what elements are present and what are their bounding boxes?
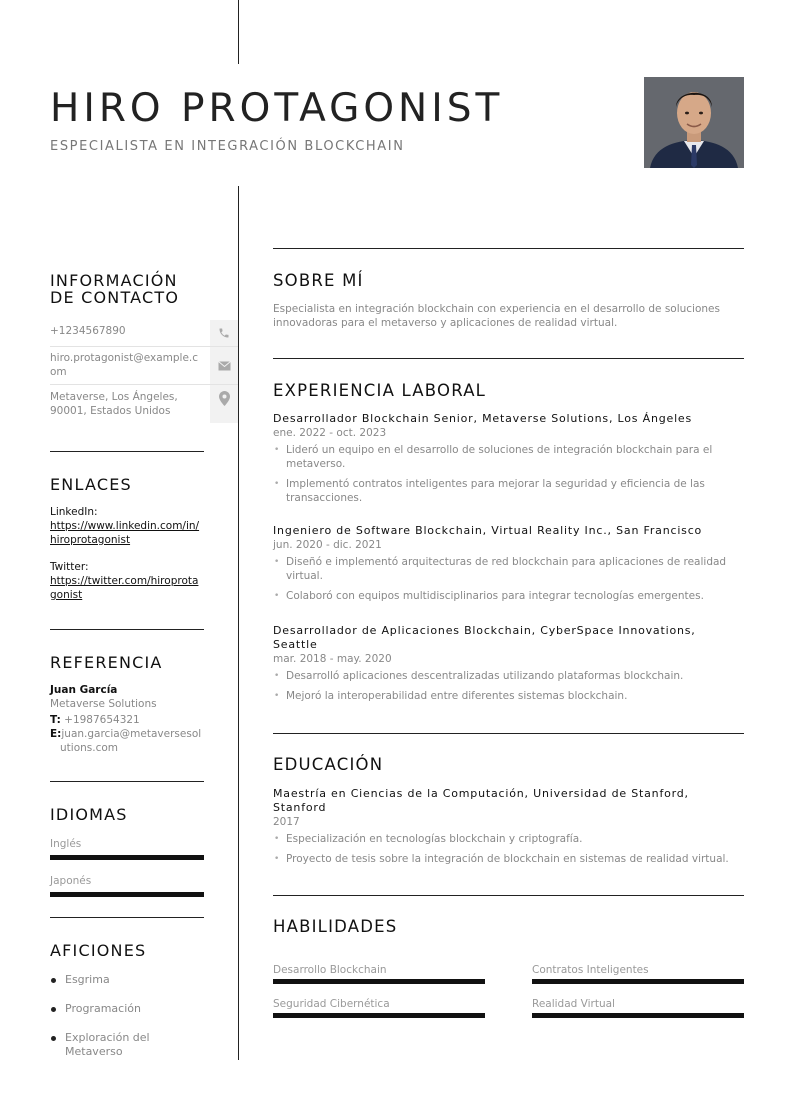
skill-level-bar	[532, 979, 744, 984]
job-bullet: • Desarrolló aplicaciones descentralizadas utilizando plataformas blockchain.	[273, 669, 744, 683]
skill-name: Desarrollo Blockchain	[273, 964, 387, 976]
job-bullets	[273, 555, 744, 603]
job-bullet: • Colaboró con equipos multidisciplinarios para integrar tecnologías emergentes.	[273, 589, 744, 603]
skills-title: HABILIDADES	[273, 917, 398, 936]
languages-divider	[50, 917, 204, 918]
job-bullet: • Lideró un equipo en el desarrollo de soluciones de integración blockchain para el metaverso.	[273, 443, 744, 471]
job-dates: jun. 2020 - dic. 2021	[273, 539, 382, 551]
sidebar-vertical-rule	[238, 186, 239, 1060]
skill-item	[273, 997, 485, 1018]
twitter-label: Twitter:	[50, 561, 89, 573]
education-bullet: • Especialización en tecnologías blockchain y criptografía.	[273, 832, 744, 846]
contact-section	[50, 272, 204, 306]
job-entry	[273, 412, 744, 511]
about-text: Especialista en integración blockchain con experiencia en el desarrollo de soluciones innovadoras para el metaverso y aplicaciones de realidad virtual.	[273, 303, 720, 329]
skill-item	[273, 963, 485, 984]
reference-email-key: E:	[50, 728, 62, 740]
job-entry	[273, 624, 744, 709]
job-dates: mar. 2018 - may. 2020	[273, 653, 392, 665]
skill-level-bar	[273, 1013, 485, 1018]
education-entry	[273, 787, 744, 872]
job-entry	[273, 524, 744, 609]
reference-name: Juan García	[50, 684, 118, 696]
candidate-name: HIRO PROTAGONIST	[50, 86, 504, 131]
education-degree: Maestría en Ciencias de la Computación, Universidad de Stanford, Stanford	[273, 787, 689, 814]
skill-level-bar	[532, 1013, 744, 1018]
experience-divider	[273, 358, 744, 359]
hobbies-title: AFICIONES	[50, 941, 147, 960]
links-divider	[50, 629, 204, 630]
experience-title: EXPERIENCIA LABORAL	[273, 381, 487, 400]
skill-name: Seguridad Cibernética	[273, 998, 390, 1010]
contact-phone: +1234567890	[50, 325, 126, 337]
education-divider	[273, 733, 744, 734]
links-title: ENLACES	[50, 475, 132, 494]
hobby-item: Exploración del Metaverso	[50, 1031, 165, 1059]
reference-email[interactable]: juan.garcia@metaversesolutions.com	[60, 728, 202, 754]
links-section	[50, 476, 204, 602]
reference-phone: +1987654321	[64, 714, 140, 726]
skill-item	[532, 963, 744, 984]
contact-phone-row	[50, 320, 238, 347]
linkedin-link[interactable]: https://www.linkedin.com/in/hiroprotagonist	[50, 520, 200, 546]
phone-icon	[210, 320, 238, 346]
reference-section	[50, 654, 204, 755]
contact-email[interactable]: hiro.protagonist@example.com	[50, 352, 199, 378]
job-bullets	[273, 443, 744, 505]
envelope-icon	[210, 347, 238, 384]
skill-name: Contratos Inteligentes	[532, 964, 649, 976]
language-level-bar	[50, 855, 204, 860]
location-pin-icon	[210, 385, 238, 423]
reference-title: REFERENCIA	[50, 653, 163, 672]
skills-divider	[273, 895, 744, 896]
hobby-item: Programación	[50, 1002, 204, 1016]
hobby-item: Esgrima	[50, 973, 204, 987]
hobbies-section	[50, 942, 204, 1059]
reference-divider	[50, 781, 204, 782]
reference-phone-row	[50, 713, 204, 727]
languages-section	[50, 806, 204, 897]
reference-phone-key: T:	[50, 714, 61, 726]
job-subtitle: ESPECIALISTA EN INTEGRACIÓN BLOCKCHAIN	[50, 139, 405, 154]
contact-title: INFORMACIÓN DE CONTACTO	[50, 271, 180, 307]
job-title: Ingeniero de Software Blockchain, Virtual Reality Inc., San Francisco	[273, 524, 703, 537]
reference-email-row	[50, 727, 204, 755]
profile-photo	[644, 77, 744, 168]
contact-email-row	[50, 347, 238, 385]
education-year: 2017	[273, 816, 300, 828]
about-divider	[273, 248, 744, 249]
reference-company: Metaverse Solutions	[50, 698, 157, 710]
job-title: Desarrollador de Aplicaciones Blockchain, CyberSpace Innovations, Seattle	[273, 624, 696, 651]
contact-divider	[50, 451, 204, 452]
skill-item	[532, 997, 744, 1018]
skill-level-bar	[273, 979, 485, 984]
job-bullets	[273, 669, 744, 703]
skill-name: Realidad Virtual	[532, 998, 615, 1010]
education-title: EDUCACIÓN	[273, 755, 384, 774]
twitter-link[interactable]: https://twitter.com/hiroprotagonist	[50, 575, 199, 601]
job-bullet: • Implementó contratos inteligentes para mejorar la seguridad y eficiencia de las transacciones.	[273, 477, 744, 505]
job-dates: ene. 2022 - oct. 2023	[273, 427, 387, 439]
education-bullet: • Proyecto de tesis sobre la integración de blockchain en sistemas de realidad virtual.	[273, 852, 744, 866]
language-name: Inglés	[50, 838, 82, 850]
languages-title: IDIOMAS	[50, 805, 128, 824]
contact-address: Metaverse, Los Ángeles, 90001, Estados Unidos	[50, 391, 178, 417]
language-level-bar	[50, 892, 204, 897]
job-title: Desarrollador Blockchain Senior, Metaverse Solutions, Los Ángeles	[273, 412, 693, 425]
job-bullet: • Mejoró la interoperabilidad entre diferentes sistemas blockchain.	[273, 689, 744, 703]
linkedin-label: LinkedIn:	[50, 506, 98, 518]
contact-address-row	[50, 385, 238, 423]
top-vertical-rule	[238, 0, 239, 64]
language-name: Japonés	[50, 875, 92, 887]
about-title: SOBRE MÍ	[273, 271, 364, 290]
education-bullets	[273, 832, 744, 866]
job-bullet: • Diseñó e implementó arquitecturas de red blockchain para aplicaciones de realidad virtual.	[273, 555, 744, 583]
